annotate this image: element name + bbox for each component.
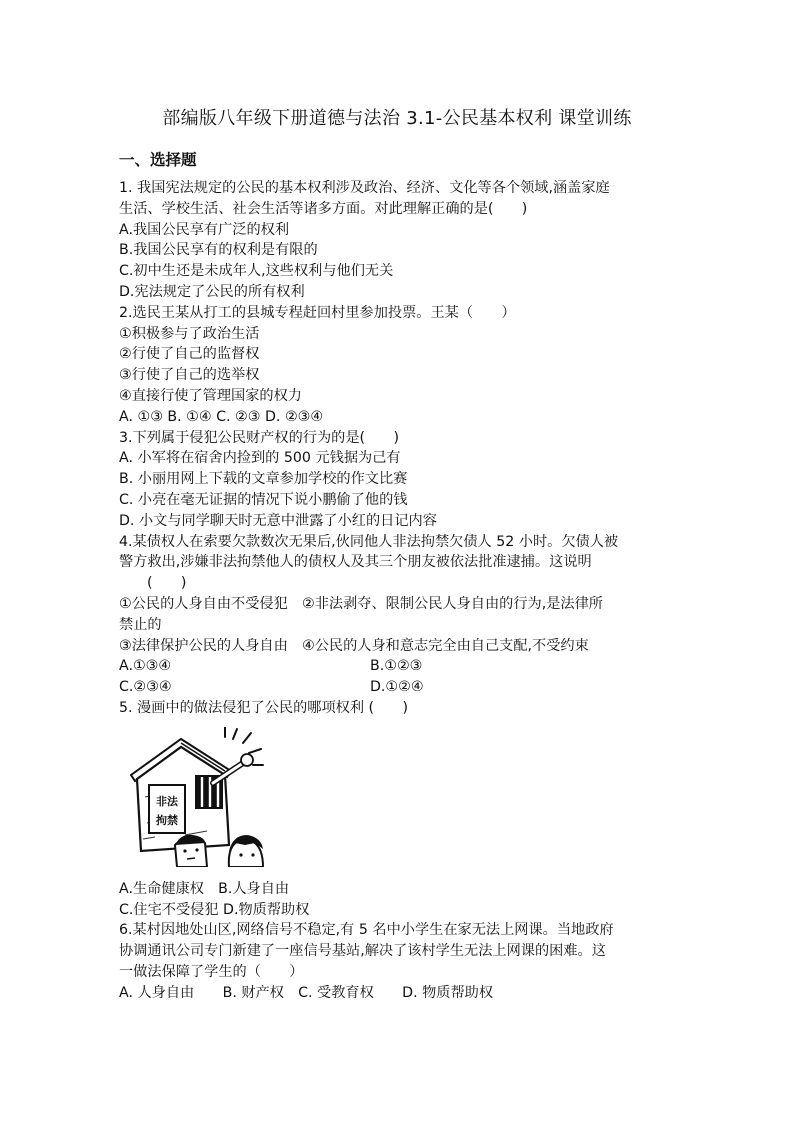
illegal-detention-cartoon — [125, 727, 265, 867]
q4-items-line2: 禁止的 — [119, 616, 162, 633]
question-list — [119, 178, 679, 1004]
q4-option-a: A.①③④ — [119, 658, 172, 675]
q5-options-line1: A.生命健康权 B.人身自由 — [119, 880, 290, 897]
q4-stem-line3: ( ) — [147, 575, 187, 592]
cartoon-sign-line2: 拘禁 — [156, 813, 178, 827]
q5-stem: 5. 漫画中的做法侵犯了公民的哪项权利 ( ) — [119, 699, 409, 716]
q5-options-line2: C.住宅不受侵犯 D.物质帮助权 — [119, 901, 310, 918]
document-title: 部编版八年级下册道德与法治 3.1-公民基本权利 课堂训练 — [162, 108, 632, 129]
q1-option-c: C.初中生还是未成年人,这些权利与他们无关 — [119, 263, 394, 280]
q6-stem-line3: 一做法保障了学生的（ ） — [119, 963, 304, 980]
q2-item-4: ④直接行使了管理国家的权力 — [119, 387, 302, 404]
q2-stem: 2.选民王某从打工的县城专程赶回村里参加投票。王某（ ） — [119, 304, 516, 321]
q6-stem-line2: 协调通讯公司专门新建了一座信号基站,解决了该村学生无法上网课的困难。这 — [119, 943, 606, 960]
q4-options-row1 — [119, 656, 679, 677]
q3-option-d: D. 小文与同学聊天时无意中泄露了小红的日记内容 — [119, 512, 437, 529]
q2-item-3: ③行使了自己的选举权 — [119, 367, 260, 384]
q4-options-row2 — [119, 677, 679, 698]
q2-item-1: ①积极参与了政治生活 — [119, 325, 260, 342]
q1-option-d: D.宪法规定了公民的所有权利 — [119, 283, 305, 300]
cartoon-sign-line1: 非法 — [156, 794, 178, 808]
q3-stem: 3.下列属于侵犯公民财产权的行为的是( ) — [119, 429, 399, 446]
q4-items-line3: ③法律保护公民的人身自由 ④公民的人身和意志完全由自己支配,不受约束 — [119, 637, 589, 654]
q1-stem-line1: 1. 我国宪法规定的公民的基本权利涉及政治、经济、文化等各个领域,涵盖家庭 — [119, 180, 610, 196]
section-heading: 一、选择题 — [119, 151, 197, 169]
q2-options: A. ①③ B. ①④ C. ②③ D. ②③④ — [119, 408, 324, 425]
q3-option-c: C. 小亮在毫无证据的情况下说小鹏偷了他的钱 — [119, 491, 408, 508]
q4-option-c: C.②③④ — [119, 679, 172, 696]
q1-option-b: B.我国公民享有的权利是有限的 — [119, 242, 318, 259]
q4-stem-line1: 4.某债权人在索要欠款数次无果后,伙同他人非法拘禁欠债人 52 小时。欠债人被 — [119, 533, 619, 550]
q4-option-d: D.①②④ — [370, 679, 424, 696]
q4-items-line1: ①公民的人身自由不受侵犯 ②非法剥夺、限制公民人身自由的行为,是法律所 — [119, 595, 603, 612]
q4-option-b: B.①②③ — [370, 658, 423, 675]
q1-stem-line2: 生活、学校生活、社会生活等诸多方面。对此理解正确的是( ) — [119, 200, 528, 217]
q1-option-a: A.我国公民享有广泛的权利 — [119, 221, 290, 238]
q6-stem-line1: 6.某村因地处山区,网络信号不稳定,有 5 名中小学生在家无法上网课。当地政府 — [119, 922, 614, 939]
q4-stem-line2: 警方救出,涉嫌非法拘禁他人的债权人及其三个朋友被依法批准逮捕。这说明 — [119, 554, 592, 571]
q6-options: A. 人身自由 B. 财产权 C. 受教育权 D. 物质帮助权 — [119, 984, 494, 1001]
q3-option-a: A. 小军将在宿舍内捡到的 500 元钱据为己有 — [119, 450, 401, 467]
q2-item-2: ②行使了自己的监督权 — [119, 346, 260, 363]
q3-option-b: B. 小丽用网上下载的文章参加学校的作文比赛 — [119, 471, 408, 488]
